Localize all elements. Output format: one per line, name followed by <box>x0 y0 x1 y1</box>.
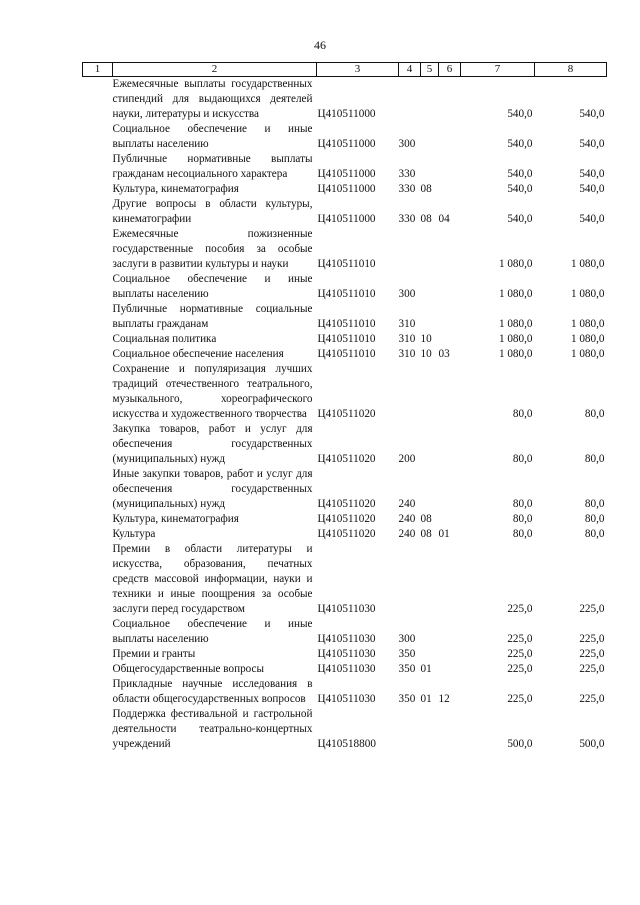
row-code-cell: Ц410511000 <box>317 183 376 195</box>
row-amount-2-cell: 540,0 <box>579 108 605 120</box>
row-code-cell: Ц410511010 <box>317 258 376 270</box>
column-header-8: 8 <box>535 63 607 77</box>
row-subsection-cell <box>439 77 461 123</box>
table-row <box>83 422 607 467</box>
row-number-cell <box>83 422 113 467</box>
row-code-cell: Ц410511020 <box>317 498 376 510</box>
row-amount-2-cell: 540,0 <box>579 183 605 195</box>
column-header-3: 3 <box>317 63 399 77</box>
row-number-cell <box>83 197 113 227</box>
table-body <box>83 77 607 753</box>
row-amount-1-cell: 80,0 <box>512 498 533 510</box>
row-subsection-cell <box>439 542 461 617</box>
row-code-cell: Ц410511020 <box>317 453 376 465</box>
row-amount-1-cell: 1 080,0 <box>498 288 533 300</box>
row-amount-1-cell: 500,0 <box>507 738 533 750</box>
row-amount-2-cell: 225,0 <box>579 648 605 660</box>
row-subsection-cell <box>439 272 461 302</box>
table-row <box>83 347 607 362</box>
row-number-cell <box>83 152 113 182</box>
row-expense-type-cell: 300 <box>398 138 416 150</box>
row-section-cell: 08 <box>420 528 432 540</box>
row-code-cell: Ц410511020 <box>317 528 376 540</box>
row-amount-1-cell: 225,0 <box>507 648 533 660</box>
row-amount-2-cell: 1 080,0 <box>570 288 605 300</box>
row-number-cell <box>83 302 113 332</box>
row-subsection-cell <box>439 422 461 467</box>
column-header-5: 5 <box>421 63 439 77</box>
row-name-cell: Публичные нормативные социальные выплаты гражданам <box>112 303 313 330</box>
row-name-cell: Публичные нормативные выплаты гражданам несоциального характера <box>112 153 313 180</box>
row-section-cell <box>421 152 439 182</box>
column-header-7: 7 <box>461 63 535 77</box>
table-row <box>83 227 607 272</box>
row-code-cell: Ц410511010 <box>317 318 376 330</box>
row-subsection-cell: 01 <box>438 528 450 540</box>
row-subsection-cell <box>439 647 461 662</box>
row-name-cell: Ежемесячные пожизненные государственные пособия за особые заслуги в развитии культуры и науки <box>112 228 313 270</box>
row-name-cell: Культура <box>112 528 156 540</box>
table-row <box>83 542 607 617</box>
row-section-cell: 10 <box>420 333 432 345</box>
row-expense-type-cell <box>399 707 421 752</box>
row-subsection-cell <box>439 152 461 182</box>
table-row <box>83 77 607 123</box>
row-amount-2-cell: 500,0 <box>579 738 605 750</box>
row-name-cell: Закупка товаров, работ и услуг для обеспечения государственных (муниципальных) нужд <box>112 423 313 465</box>
table-row <box>83 272 607 302</box>
row-expense-type-cell: 240 <box>398 528 416 540</box>
column-header-4: 4 <box>399 63 421 77</box>
row-expense-type-cell: 200 <box>398 453 416 465</box>
table-row <box>83 662 607 677</box>
row-amount-1-cell: 540,0 <box>507 183 533 195</box>
row-name-cell: Премии в области литературы и искусства, образования, печатных средств массовой информации, науки и техники и иные поощрения за особые заслуги перед государством <box>112 543 313 615</box>
row-expense-type-cell: 330 <box>398 168 416 180</box>
row-section-cell: 01 <box>420 693 432 705</box>
row-section-cell: 01 <box>420 663 432 675</box>
row-number-cell <box>83 512 113 527</box>
row-subsection-cell <box>439 302 461 332</box>
row-amount-1-cell: 1 080,0 <box>498 318 533 330</box>
row-code-cell: Ц410511030 <box>317 603 376 615</box>
row-amount-2-cell: 540,0 <box>579 168 605 180</box>
table-row <box>83 707 607 752</box>
row-amount-1-cell: 80,0 <box>512 528 533 540</box>
row-section-cell <box>421 122 439 152</box>
row-amount-2-cell: 225,0 <box>579 693 605 705</box>
row-expense-type-cell: 240 <box>398 513 416 525</box>
row-code-cell: Ц410511000 <box>317 213 376 225</box>
row-expense-type-cell: 350 <box>398 648 416 660</box>
row-expense-type-cell <box>399 542 421 617</box>
row-number-cell <box>83 227 113 272</box>
row-section-cell <box>421 77 439 123</box>
row-section-cell <box>421 542 439 617</box>
row-code-cell: Ц410511030 <box>317 663 376 675</box>
row-amount-2-cell: 540,0 <box>579 213 605 225</box>
row-name-cell: Культура, кинематография <box>112 183 239 195</box>
row-name-cell: Поддержка фестивальной и гастрольной деятельности театрально-концертных учреждений <box>112 708 313 750</box>
row-section-cell <box>421 467 439 512</box>
row-subsection-cell <box>439 467 461 512</box>
row-subsection-cell <box>439 362 461 422</box>
table-row <box>83 647 607 662</box>
row-section-cell <box>421 302 439 332</box>
row-section-cell <box>421 647 439 662</box>
row-amount-1-cell: 540,0 <box>507 213 533 225</box>
row-number-cell <box>83 617 113 647</box>
row-amount-2-cell: 225,0 <box>579 663 605 675</box>
row-code-cell: Ц410511030 <box>317 633 376 645</box>
row-subsection-cell <box>439 182 461 197</box>
row-code-cell: Ц410511020 <box>317 408 376 420</box>
row-expense-type-cell <box>399 227 421 272</box>
row-amount-1-cell: 225,0 <box>507 663 533 675</box>
row-expense-type-cell: 350 <box>398 693 416 705</box>
row-name-cell: Социальное обеспечение населения <box>112 348 284 360</box>
row-name-cell: Ежемесячные выплаты государственных стипендий для выдающихся деятелей науки, литературы и искусства <box>112 78 313 120</box>
row-code-cell: Ц410511010 <box>317 288 376 300</box>
table-row <box>83 512 607 527</box>
row-amount-2-cell: 80,0 <box>584 513 605 525</box>
table-row <box>83 182 607 197</box>
table-row <box>83 527 607 542</box>
row-subsection-cell <box>439 617 461 647</box>
row-amount-2-cell: 80,0 <box>584 498 605 510</box>
row-subsection-cell <box>439 332 461 347</box>
row-code-cell: Ц410511000 <box>317 108 376 120</box>
table-row <box>83 152 607 182</box>
row-expense-type-cell <box>399 362 421 422</box>
row-amount-2-cell: 80,0 <box>584 528 605 540</box>
row-name-cell: Социальное обеспечение и иные выплаты населению <box>112 273 313 300</box>
row-subsection-cell <box>439 512 461 527</box>
table-row <box>83 617 607 647</box>
row-number-cell <box>83 272 113 302</box>
row-number-cell <box>83 527 113 542</box>
row-code-cell: Ц410511030 <box>317 648 376 660</box>
row-expense-type-cell: 330 <box>398 213 416 225</box>
budget-table <box>82 62 607 752</box>
row-number-cell <box>83 647 113 662</box>
row-expense-type-cell: 350 <box>398 663 416 675</box>
row-subsection-cell: 12 <box>438 693 450 705</box>
row-expense-type-cell: 240 <box>398 498 416 510</box>
row-amount-2-cell: 1 080,0 <box>570 318 605 330</box>
row-section-cell <box>421 227 439 272</box>
row-name-cell: Другие вопросы в области культуры, кинематографии <box>112 198 313 225</box>
row-expense-type-cell: 310 <box>398 348 416 360</box>
table-header-row <box>83 63 607 77</box>
row-amount-2-cell: 80,0 <box>584 453 605 465</box>
row-section-cell: 10 <box>420 348 432 360</box>
row-name-cell: Премии и гранты <box>112 648 196 660</box>
row-amount-2-cell: 80,0 <box>584 408 605 420</box>
row-number-cell <box>83 77 113 123</box>
row-number-cell <box>83 332 113 347</box>
row-subsection-cell <box>439 662 461 677</box>
table-row <box>83 302 607 332</box>
row-amount-1-cell: 540,0 <box>507 168 533 180</box>
row-name-cell: Социальное обеспечение и иные выплаты населению <box>112 618 313 645</box>
row-number-cell <box>83 347 113 362</box>
table-row <box>83 197 607 227</box>
row-number-cell <box>83 542 113 617</box>
row-section-cell <box>421 707 439 752</box>
row-code-cell: Ц410511010 <box>317 333 376 345</box>
row-section-cell <box>421 422 439 467</box>
row-number-cell <box>83 662 113 677</box>
row-amount-2-cell: 540,0 <box>579 138 605 150</box>
row-subsection-cell: 03 <box>438 348 450 360</box>
column-header-2: 2 <box>113 63 317 77</box>
row-name-cell: Социальное обеспечение и иные выплаты населению <box>112 123 313 150</box>
row-name-cell: Иные закупки товаров, работ и услуг для обеспечения государственных (муниципальных) нужд <box>112 468 313 510</box>
row-amount-1-cell: 540,0 <box>507 138 533 150</box>
row-amount-2-cell: 1 080,0 <box>570 258 605 270</box>
row-expense-type-cell <box>399 77 421 123</box>
row-amount-1-cell: 80,0 <box>512 408 533 420</box>
row-amount-2-cell: 225,0 <box>579 633 605 645</box>
page-number: 46 <box>314 38 326 52</box>
row-code-cell: Ц410511010 <box>317 348 376 360</box>
row-expense-type-cell: 310 <box>398 318 416 330</box>
column-header-1: 1 <box>83 63 113 77</box>
row-section-cell: 08 <box>420 183 432 195</box>
row-name-cell: Прикладные научные исследования в области общегосударственных вопросов <box>112 678 313 705</box>
row-amount-1-cell: 1 080,0 <box>498 348 533 360</box>
row-expense-type-cell: 330 <box>398 183 416 195</box>
table-row <box>83 467 607 512</box>
row-expense-type-cell: 300 <box>398 288 416 300</box>
table-row <box>83 122 607 152</box>
row-subsection-cell <box>439 707 461 752</box>
row-section-cell <box>421 362 439 422</box>
row-name-cell: Общегосударственные вопросы <box>112 663 265 675</box>
row-subsection-cell <box>439 122 461 152</box>
row-amount-1-cell: 225,0 <box>507 633 533 645</box>
table-row <box>83 677 607 707</box>
row-expense-type-cell: 300 <box>398 633 416 645</box>
row-amount-1-cell: 1 080,0 <box>498 333 533 345</box>
row-number-cell <box>83 362 113 422</box>
row-number-cell <box>83 677 113 707</box>
row-number-cell <box>83 182 113 197</box>
row-amount-1-cell: 225,0 <box>507 603 533 615</box>
row-section-cell: 08 <box>420 513 432 525</box>
table-row <box>83 362 607 422</box>
row-section-cell <box>421 272 439 302</box>
row-amount-1-cell: 225,0 <box>507 693 533 705</box>
row-number-cell <box>83 707 113 752</box>
row-number-cell <box>83 122 113 152</box>
table-row <box>83 332 607 347</box>
row-name-cell: Культура, кинематография <box>112 513 239 525</box>
row-amount-1-cell: 80,0 <box>512 513 533 525</box>
row-expense-type-cell: 310 <box>398 333 416 345</box>
row-name-cell: Сохранение и популяризация лучших традиций отечественного театрального, музыкального, хореографического искусства и художественного творчества <box>112 363 313 420</box>
row-section-cell: 08 <box>420 213 432 225</box>
row-amount-1-cell: 80,0 <box>512 453 533 465</box>
row-code-cell: Ц410511030 <box>317 693 376 705</box>
row-amount-1-cell: 540,0 <box>507 108 533 120</box>
row-code-cell: Ц410511020 <box>317 513 376 525</box>
row-subsection-cell: 04 <box>438 213 450 225</box>
row-amount-2-cell: 1 080,0 <box>570 333 605 345</box>
row-code-cell: Ц410511000 <box>317 138 376 150</box>
row-section-cell <box>421 617 439 647</box>
row-number-cell <box>83 467 113 512</box>
row-subsection-cell <box>439 227 461 272</box>
column-header-6: 6 <box>439 63 461 77</box>
row-name-cell: Социальная политика <box>112 333 217 345</box>
row-code-cell: Ц410518800 <box>317 738 376 750</box>
row-amount-1-cell: 1 080,0 <box>498 258 533 270</box>
row-amount-2-cell: 1 080,0 <box>570 348 605 360</box>
row-amount-2-cell: 225,0 <box>579 603 605 615</box>
row-code-cell: Ц410511000 <box>317 168 376 180</box>
